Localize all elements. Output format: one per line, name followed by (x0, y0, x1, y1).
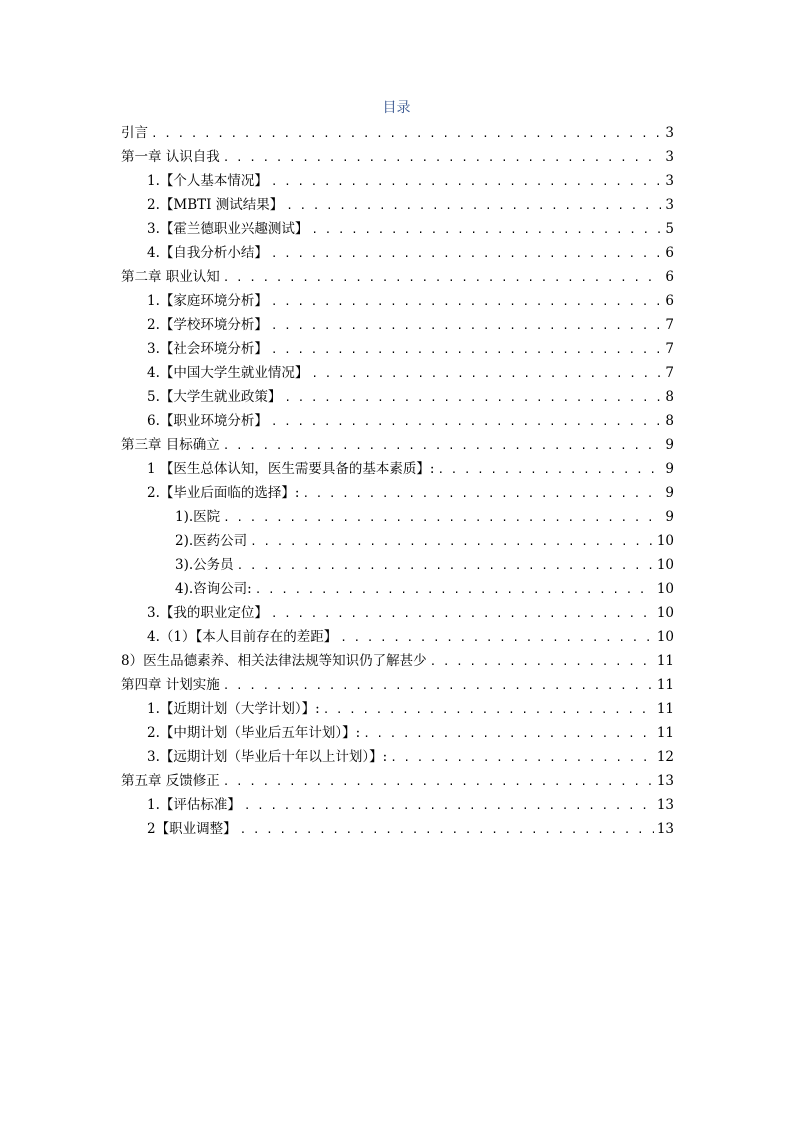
toc-entry-label: 3.【我的职业定位】 (147, 605, 268, 621)
toc-dot-leader (271, 170, 661, 194)
toc-entry-label: 3.【远期计划（毕业后十年以上计划）】: (147, 749, 388, 765)
toc-dot-leader (311, 362, 661, 386)
toc-dot-leader (271, 290, 661, 314)
toc-dot-leader (323, 698, 654, 722)
toc-entry-page-number: 3 (665, 149, 674, 165)
toc-entry-page-number: 9 (665, 509, 674, 525)
toc-entry-page-number: 6 (665, 245, 674, 261)
toc-dot-leader (437, 458, 661, 482)
toc-entry-label: 2【职业调整】 (147, 821, 237, 837)
toc-entry-page-number: 11 (656, 677, 674, 693)
toc-entry-page-number: 10 (656, 533, 674, 549)
toc-entry[interactable] (121, 529, 674, 553)
toc-entry-page-number: 10 (656, 605, 674, 621)
toc-entry-page-number: 3 (665, 197, 674, 213)
toc-entry-label: 1 【医生总体认知，医生需要具备的基本素质】: (147, 461, 435, 477)
toc-dot-leader (223, 770, 654, 794)
toc-entry[interactable] (121, 121, 674, 145)
toc-entry-page-number: 10 (656, 557, 674, 573)
toc-entry[interactable] (121, 673, 674, 697)
toc-entry-label: 2.【中期计划（毕业后五年计划）】: (147, 725, 361, 741)
toc-dot-leader (430, 650, 654, 674)
toc-dot-leader (363, 722, 654, 746)
toc-entry-label: 5.【大学生就业政策】 (147, 389, 282, 405)
toc-entry[interactable] (121, 793, 674, 817)
toc-entry[interactable] (121, 481, 674, 505)
toc-dot-leader (244, 794, 654, 818)
toc-entry[interactable] (121, 265, 674, 289)
toc-dot-leader (390, 746, 654, 770)
toc-entry[interactable] (121, 145, 674, 169)
toc-title: 目录 (382, 100, 411, 116)
toc-entry-label: 3.【霍兰德职业兴趣测试】 (147, 221, 309, 237)
toc-entry[interactable] (121, 625, 674, 649)
toc-entry[interactable] (121, 409, 674, 433)
toc-entry-page-number: 6 (665, 269, 674, 285)
toc-entry-page-number: 7 (665, 365, 674, 381)
toc-entry-label: 第五章 反馈修正 (121, 773, 220, 789)
toc-dot-leader (250, 530, 654, 554)
toc-entry[interactable] (121, 193, 674, 217)
toc-entry[interactable] (121, 217, 674, 241)
toc-entry[interactable] (121, 313, 674, 337)
toc-entry-label: 4).咨询公司: (175, 581, 252, 597)
toc-dot-leader (151, 122, 661, 146)
toc-entry-page-number: 7 (665, 341, 674, 357)
toc-entry-label: 4.【中国大学生就业情况】 (147, 365, 309, 381)
toc-entry[interactable] (121, 553, 674, 577)
toc-entry-label: 3.【社会环境分析】 (147, 341, 268, 357)
toc-dot-leader (223, 434, 661, 458)
toc-dot-leader (311, 218, 661, 242)
table-of-contents (121, 121, 674, 841)
toc-entry-label: 1).医院 (175, 509, 221, 525)
toc-entry-page-number: 11 (656, 653, 674, 669)
toc-entry[interactable] (121, 601, 674, 625)
toc-entry-label: 1.【家庭环境分析】 (147, 293, 268, 309)
toc-entry-page-number: 11 (656, 725, 674, 741)
toc-entry-page-number: 7 (665, 317, 674, 333)
toc-entry[interactable] (121, 457, 674, 481)
toc-entry-page-number: 11 (656, 701, 674, 717)
toc-entry-label: 2.【学校环境分析】 (147, 317, 268, 333)
toc-entry-label: 4.（1）【本人目前存在的差距】 (147, 629, 338, 645)
toc-entry[interactable] (121, 337, 674, 361)
toc-entry-label: 第二章 职业认知 (121, 269, 220, 285)
toc-entry[interactable] (121, 433, 674, 457)
toc-entry-label: 1.【评估标准】 (147, 797, 241, 813)
toc-entry[interactable] (121, 817, 674, 841)
toc-entry-label: 1.【近期计划（大学计划）】: (147, 701, 320, 717)
toc-entry[interactable] (121, 649, 674, 673)
toc-entry[interactable] (121, 361, 674, 385)
toc-dot-leader (302, 482, 661, 506)
toc-dot-leader (223, 506, 661, 530)
toc-entry-label: 2).医药公司 (175, 533, 248, 549)
toc-entry[interactable] (121, 721, 674, 745)
toc-entry[interactable] (121, 697, 674, 721)
toc-dot-leader (271, 410, 661, 434)
toc-entry-page-number: 9 (665, 461, 674, 477)
toc-dot-leader (284, 386, 661, 410)
toc-entry[interactable] (121, 385, 674, 409)
toc-dot-leader (240, 818, 654, 842)
toc-entry[interactable] (121, 769, 674, 793)
toc-dot-leader (223, 266, 661, 290)
toc-dot-leader (271, 338, 661, 362)
toc-entry-label: 1.【个人基本情况】 (147, 173, 268, 189)
toc-dot-leader (255, 578, 654, 602)
toc-entry-page-number: 10 (656, 629, 674, 645)
toc-dot-leader (223, 674, 654, 698)
toc-entry-page-number: 3 (665, 173, 674, 189)
toc-entry-label: 第一章 认识自我 (121, 149, 220, 165)
toc-entry[interactable] (121, 505, 674, 529)
toc-entry-page-number: 12 (656, 749, 674, 765)
toc-entry[interactable] (121, 241, 674, 265)
toc-entry-page-number: 5 (665, 221, 674, 237)
toc-entry[interactable] (121, 745, 674, 769)
toc-dot-leader (271, 314, 661, 338)
toc-dot-leader (271, 602, 654, 626)
toc-entry-page-number: 6 (665, 293, 674, 309)
toc-entry-label: 第三章 目标确立 (121, 437, 220, 453)
toc-entry-page-number: 3 (665, 125, 674, 141)
toc-entry[interactable] (121, 169, 674, 193)
toc-dot-leader (340, 626, 654, 650)
toc-entry-label: 4.【自我分析小结】 (147, 245, 268, 261)
toc-entry-page-number: 9 (665, 485, 674, 501)
toc-entry-label: 2.【毕业后面临的选择】: (147, 485, 300, 501)
toc-entry-page-number: 13 (656, 821, 674, 837)
toc-entry-page-number: 9 (665, 437, 674, 453)
toc-entry[interactable] (121, 577, 674, 601)
toc-entry-page-number: 8 (665, 413, 674, 429)
toc-entry-label: 6.【职业环境分析】 (147, 413, 268, 429)
toc-entry-label: 8）医生品德素养、相关法律法规等知识仍了解甚少 (121, 653, 427, 669)
toc-entry-page-number: 13 (656, 773, 674, 789)
toc-entry-page-number: 13 (656, 797, 674, 813)
toc-entry-label: 3).公务员 (175, 557, 234, 573)
toc-entry-page-number: 10 (656, 581, 674, 597)
toc-dot-leader (223, 146, 661, 170)
toc-dot-leader (237, 554, 654, 578)
toc-dot-leader (286, 194, 661, 218)
toc-entry-label: 2.【MBTI 测试结果】 (147, 197, 284, 213)
toc-entry-label: 第四章 计划实施 (121, 677, 220, 693)
toc-dot-leader (271, 242, 661, 266)
toc-entry-label: 引言 (121, 125, 148, 141)
toc-entry-page-number: 8 (665, 389, 674, 405)
toc-entry[interactable] (121, 289, 674, 313)
